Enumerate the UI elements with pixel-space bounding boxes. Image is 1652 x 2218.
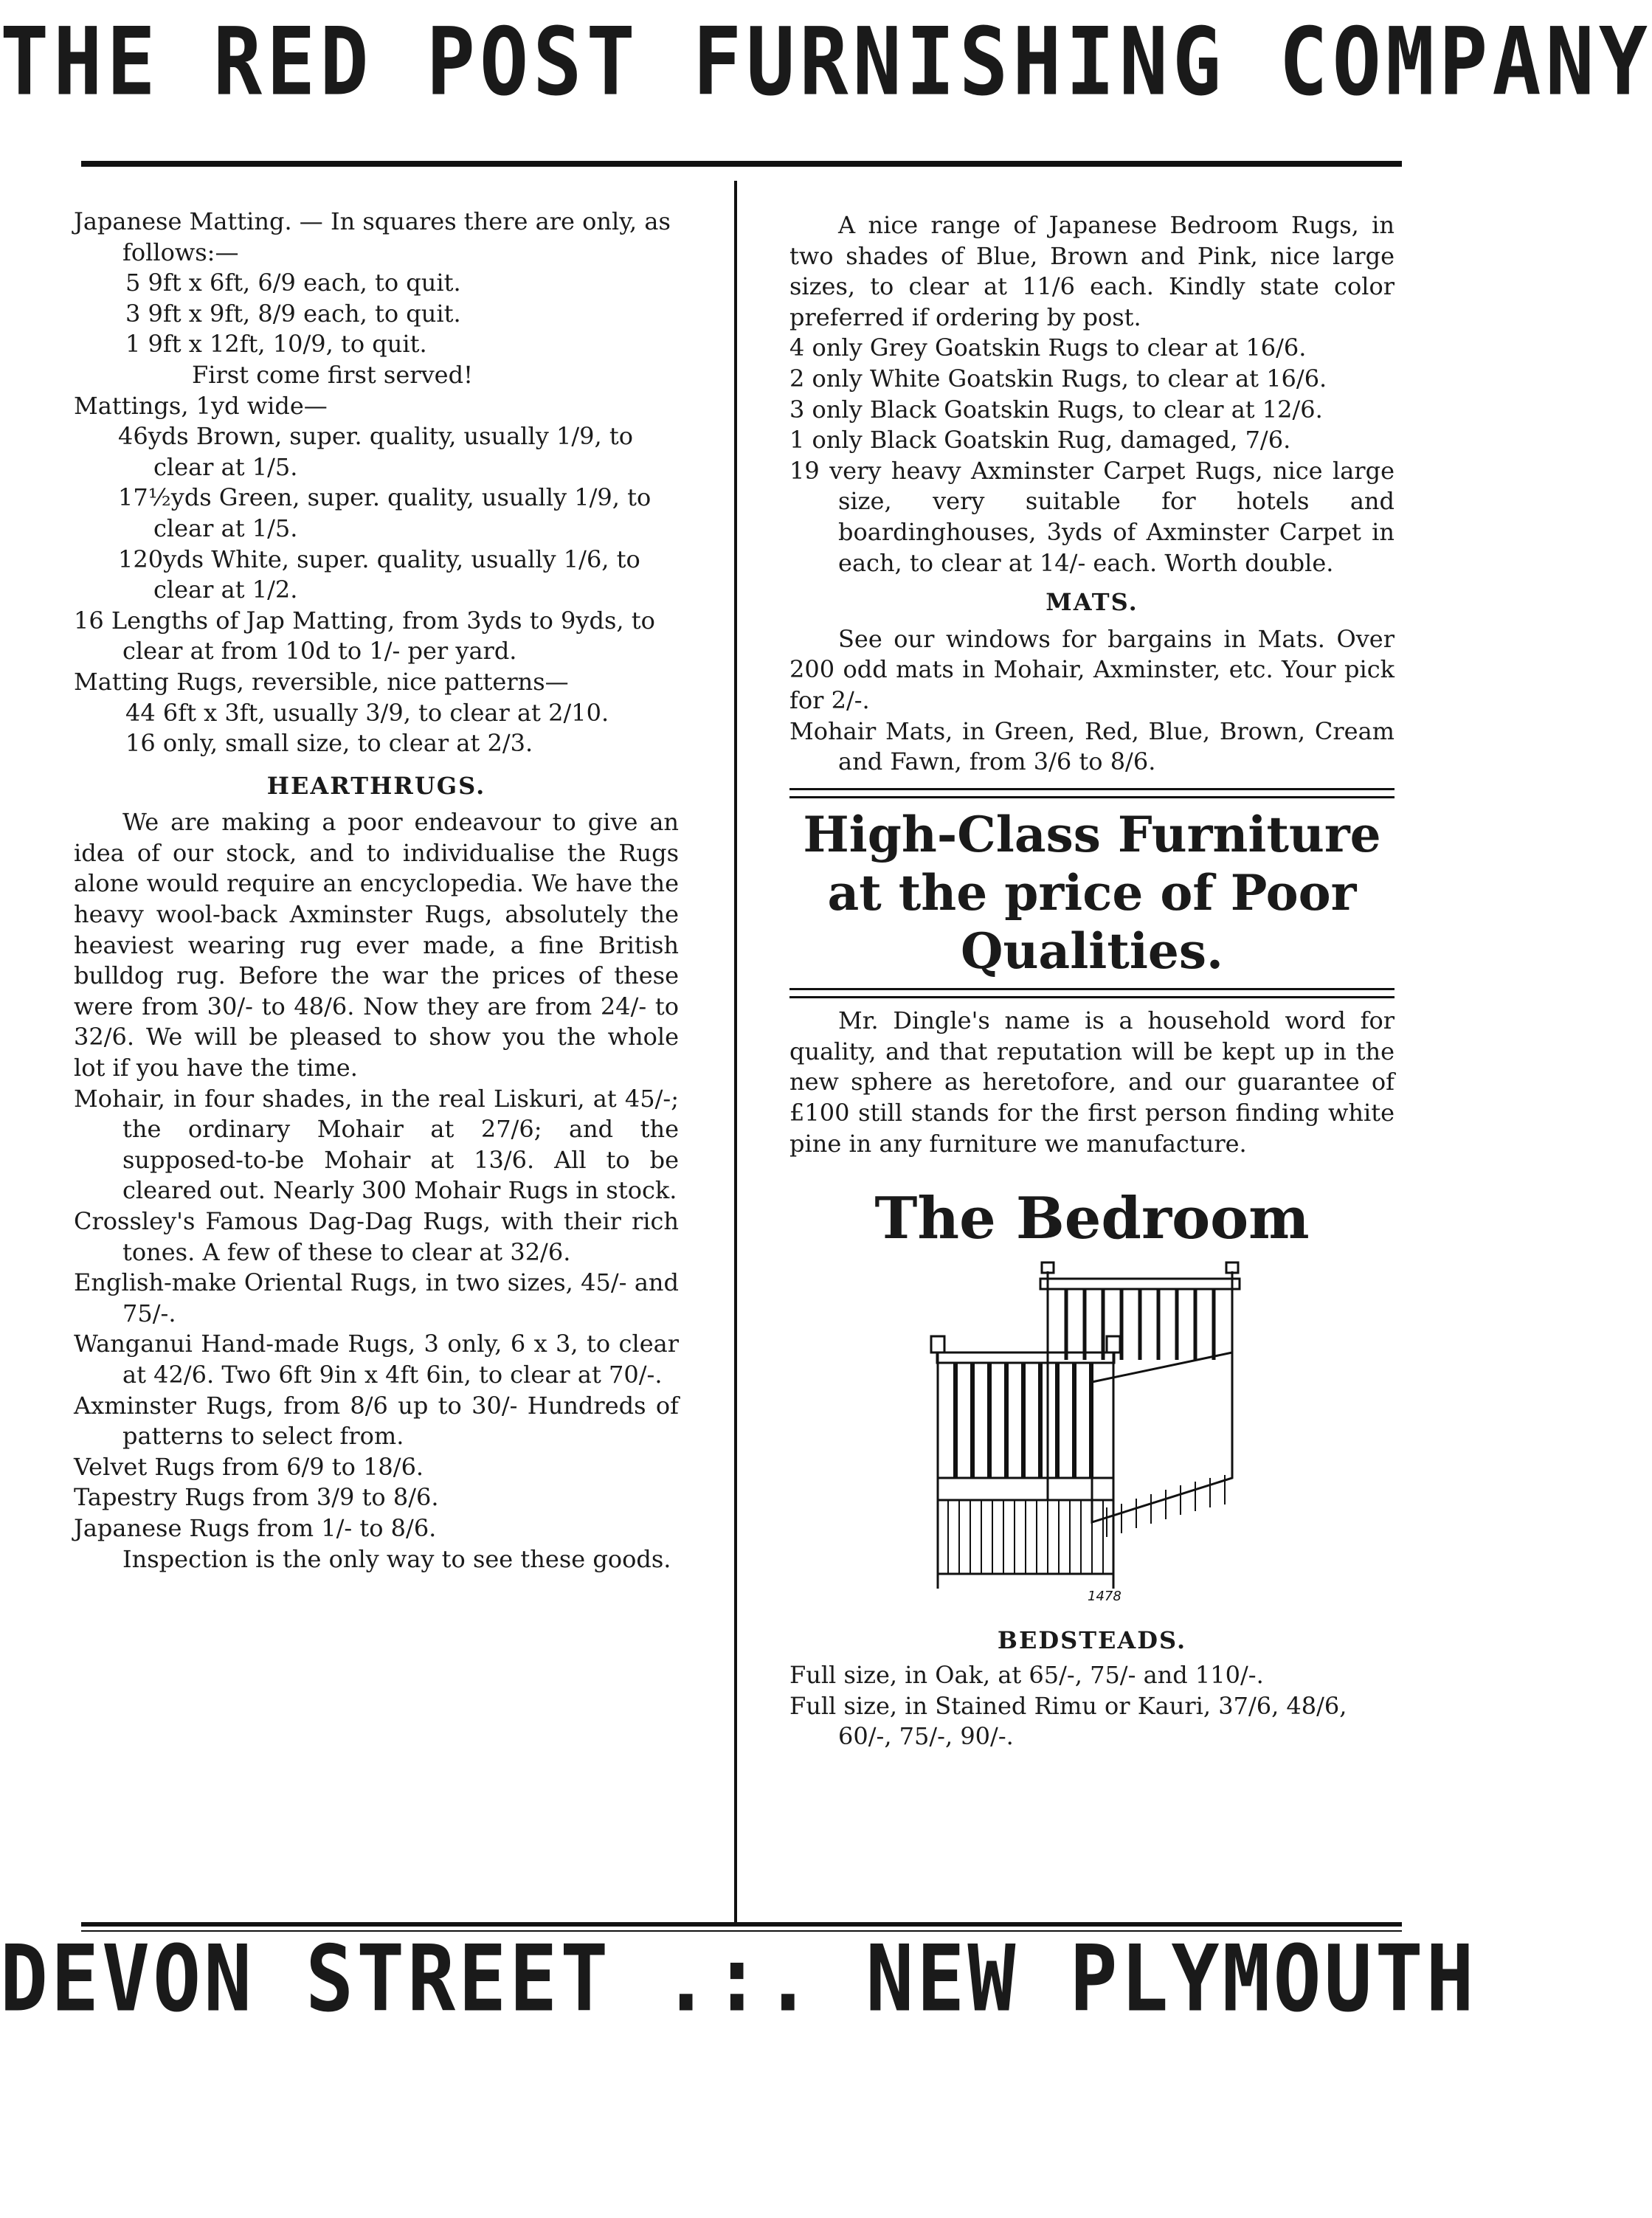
high-class-furniture-headline: High-Class Furniture at the price of Poor Qualities.: [803, 805, 1381, 981]
bed-model-number: 1478: [1088, 1588, 1122, 1604]
first-come-note: First come first served!: [192, 360, 473, 389]
wanganui-rugs: Wanganui Hand-made Rugs, 3 only, 6 x 3, to clear at 42/6. Two 6ft 9in x 4ft 6in, to clear at 70/-.: [74, 1330, 679, 1389]
goatskin-line: 4 only Grey Goatskin Rugs to clear at 16/6.: [789, 334, 1307, 362]
tapestry-rugs: Tapestry Rugs from 3/9 to 8/6.: [74, 1483, 439, 1512]
mats-heading: MATS.: [1046, 588, 1138, 617]
mattings-heading: Mattings, 1yd wide—: [74, 391, 328, 420]
dingle-paragraph: Mr. Dingle's name is a household word for quality, and that reputation will be kept up in the new sphere as heretofore, and our guarantee of £100 still stands for the first person finding white pine in any furniture we manufacture.: [789, 1006, 1394, 1158]
bedsteads-heading: BEDSTEADS.: [997, 1626, 1187, 1654]
mats-bargains: See our windows for bargains in Mats. Over 200 odd mats in Mohair, Axminster, etc. Your pick for 2/-.: [789, 624, 1394, 714]
hearthrugs-heading: HEARTHRUGS.: [266, 771, 486, 800]
oriental-rugs: English-make Oriental Rugs, in two sizes, 45/- and 75/-.: [74, 1268, 679, 1327]
matting-line: 5 9ft x 6ft, 6/9 each, to quit.: [125, 269, 461, 297]
masthead-rule: [81, 161, 1402, 167]
matting-line: 120yds White, super. quality, usually 1/6, to clear at 1/2.: [118, 545, 640, 604]
matting-line: 46yds Brown, super. quality, usually 1/9, to clear at 1/5.: [118, 422, 633, 481]
inspection-note: Inspection is the only way to see these goods.: [122, 1544, 671, 1573]
matting-line: 44 6ft x 3ft, usually 3/9, to clear at 2/10.: [125, 698, 609, 727]
matting-line: 3 9ft x 9ft, 8/9 each, to quit.: [125, 299, 461, 328]
matting-line: 16 only, small size, to clear at 2/3.: [125, 729, 533, 758]
crossley-rugs: Crossley's Famous Dag-Dag Rugs, with their rich tones. A few of these to clear at 32/6.: [74, 1207, 679, 1266]
japanese-matting: Japanese Matting. — In squares there are only, as follows:—: [74, 207, 671, 266]
the-bedroom-headline: The Bedroom: [874, 1185, 1310, 1253]
mohair-rugs: Mohair, in four shades, in the real Liskuri, at 45/-; the ordinary Mohair at 27/6; and the supposed-to-be Mohair at 13/6. All to be cleared out. Nearly 300 Mohair Rugs in stock.: [74, 1084, 679, 1205]
matting-line: 1 9ft x 12ft, 10/9, to quit.: [125, 330, 427, 359]
footer-address: DEVON STREET .:. NEW PLYMOUTH: [0, 1926, 1477, 2033]
japanese-bedroom-rugs: A nice range of Japanese Bedroom Rugs, in two shades of Blue, Brown and Pink, nice large sizes, to clear at 11/6 each. Kindly state color preferred if ordering by post.: [789, 211, 1394, 331]
column-divider: [734, 181, 737, 1922]
bedstead-rimu: Full size, in Stained Rimu or Kauri, 37/6, 48/6, 60/-, 75/-, 90/-.: [789, 1691, 1347, 1751]
goatskin-line: 2 only White Goatskin Rugs, to clear at 16/6.: [789, 364, 1327, 393]
axminster-rugs: Axminster Rugs, from 8/6 up to 30/- Hundreds of patterns to select from.: [74, 1391, 679, 1451]
matting-rugs: Matting Rugs, reversible, nice patterns—: [74, 667, 569, 696]
bedstead-oak: Full size, in Oak, at 65/-, 75/- and 110/-.: [789, 1661, 1264, 1690]
masthead-title: THE RED POST FURNISHING COMPANY: [0, 7, 1652, 117]
jap-matting-lengths: 16 Lengths of Jap Matting, from 3yds to 9yds, to clear at from 10d to 1/- per yard.: [74, 606, 655, 666]
japanese-rugs: Japanese Rugs from 1/- to 8/6.: [74, 1513, 437, 1542]
section-rule: [789, 988, 1394, 998]
hearthrugs-intro: We are making a poor endeavour to give an idea of our stock, and to individualise the Rugs alone would require an encyclopedia. We have the heavy wool-back Axminster Rugs, absolutely the heaviest wearing rug ever made, a fine British bulldog rug. Before the war the prices of these were from 30/- to 48/6. Now they are from 24/- to 32/6. We will be pleased to show you the whole lot if you have the time.: [74, 808, 679, 1082]
goatskin-line: 1 only Black Goatskin Rug, damaged, 7/6.: [789, 426, 1291, 455]
left-column: [74, 207, 679, 1575]
section-rule: [789, 788, 1394, 798]
matting-line: 17½yds Green, super. quality, usually 1/9, to clear at 1/5.: [118, 483, 652, 542]
velvet-rugs: Velvet Rugs from 6/9 to 18/6.: [74, 1452, 424, 1481]
axminster-carpet-rugs: 19 very heavy Axminster Carpet Rugs, nice large size, very suitable for hotels and boardinghouses, 3yds of Axminster Carpet in each, to clear at 14/- each. Worth double.: [789, 456, 1394, 577]
mohair-mats: Mohair Mats, in Green, Red, Blue, Brown, Cream and Fawn, from 3/6 to 8/6.: [789, 716, 1394, 776]
right-column: [789, 210, 1394, 1752]
goatskin-line: 3 only Black Goatskin Rugs, to clear at 12/6.: [789, 395, 1323, 424]
bedstead-illustration: [789, 1257, 1394, 1626]
